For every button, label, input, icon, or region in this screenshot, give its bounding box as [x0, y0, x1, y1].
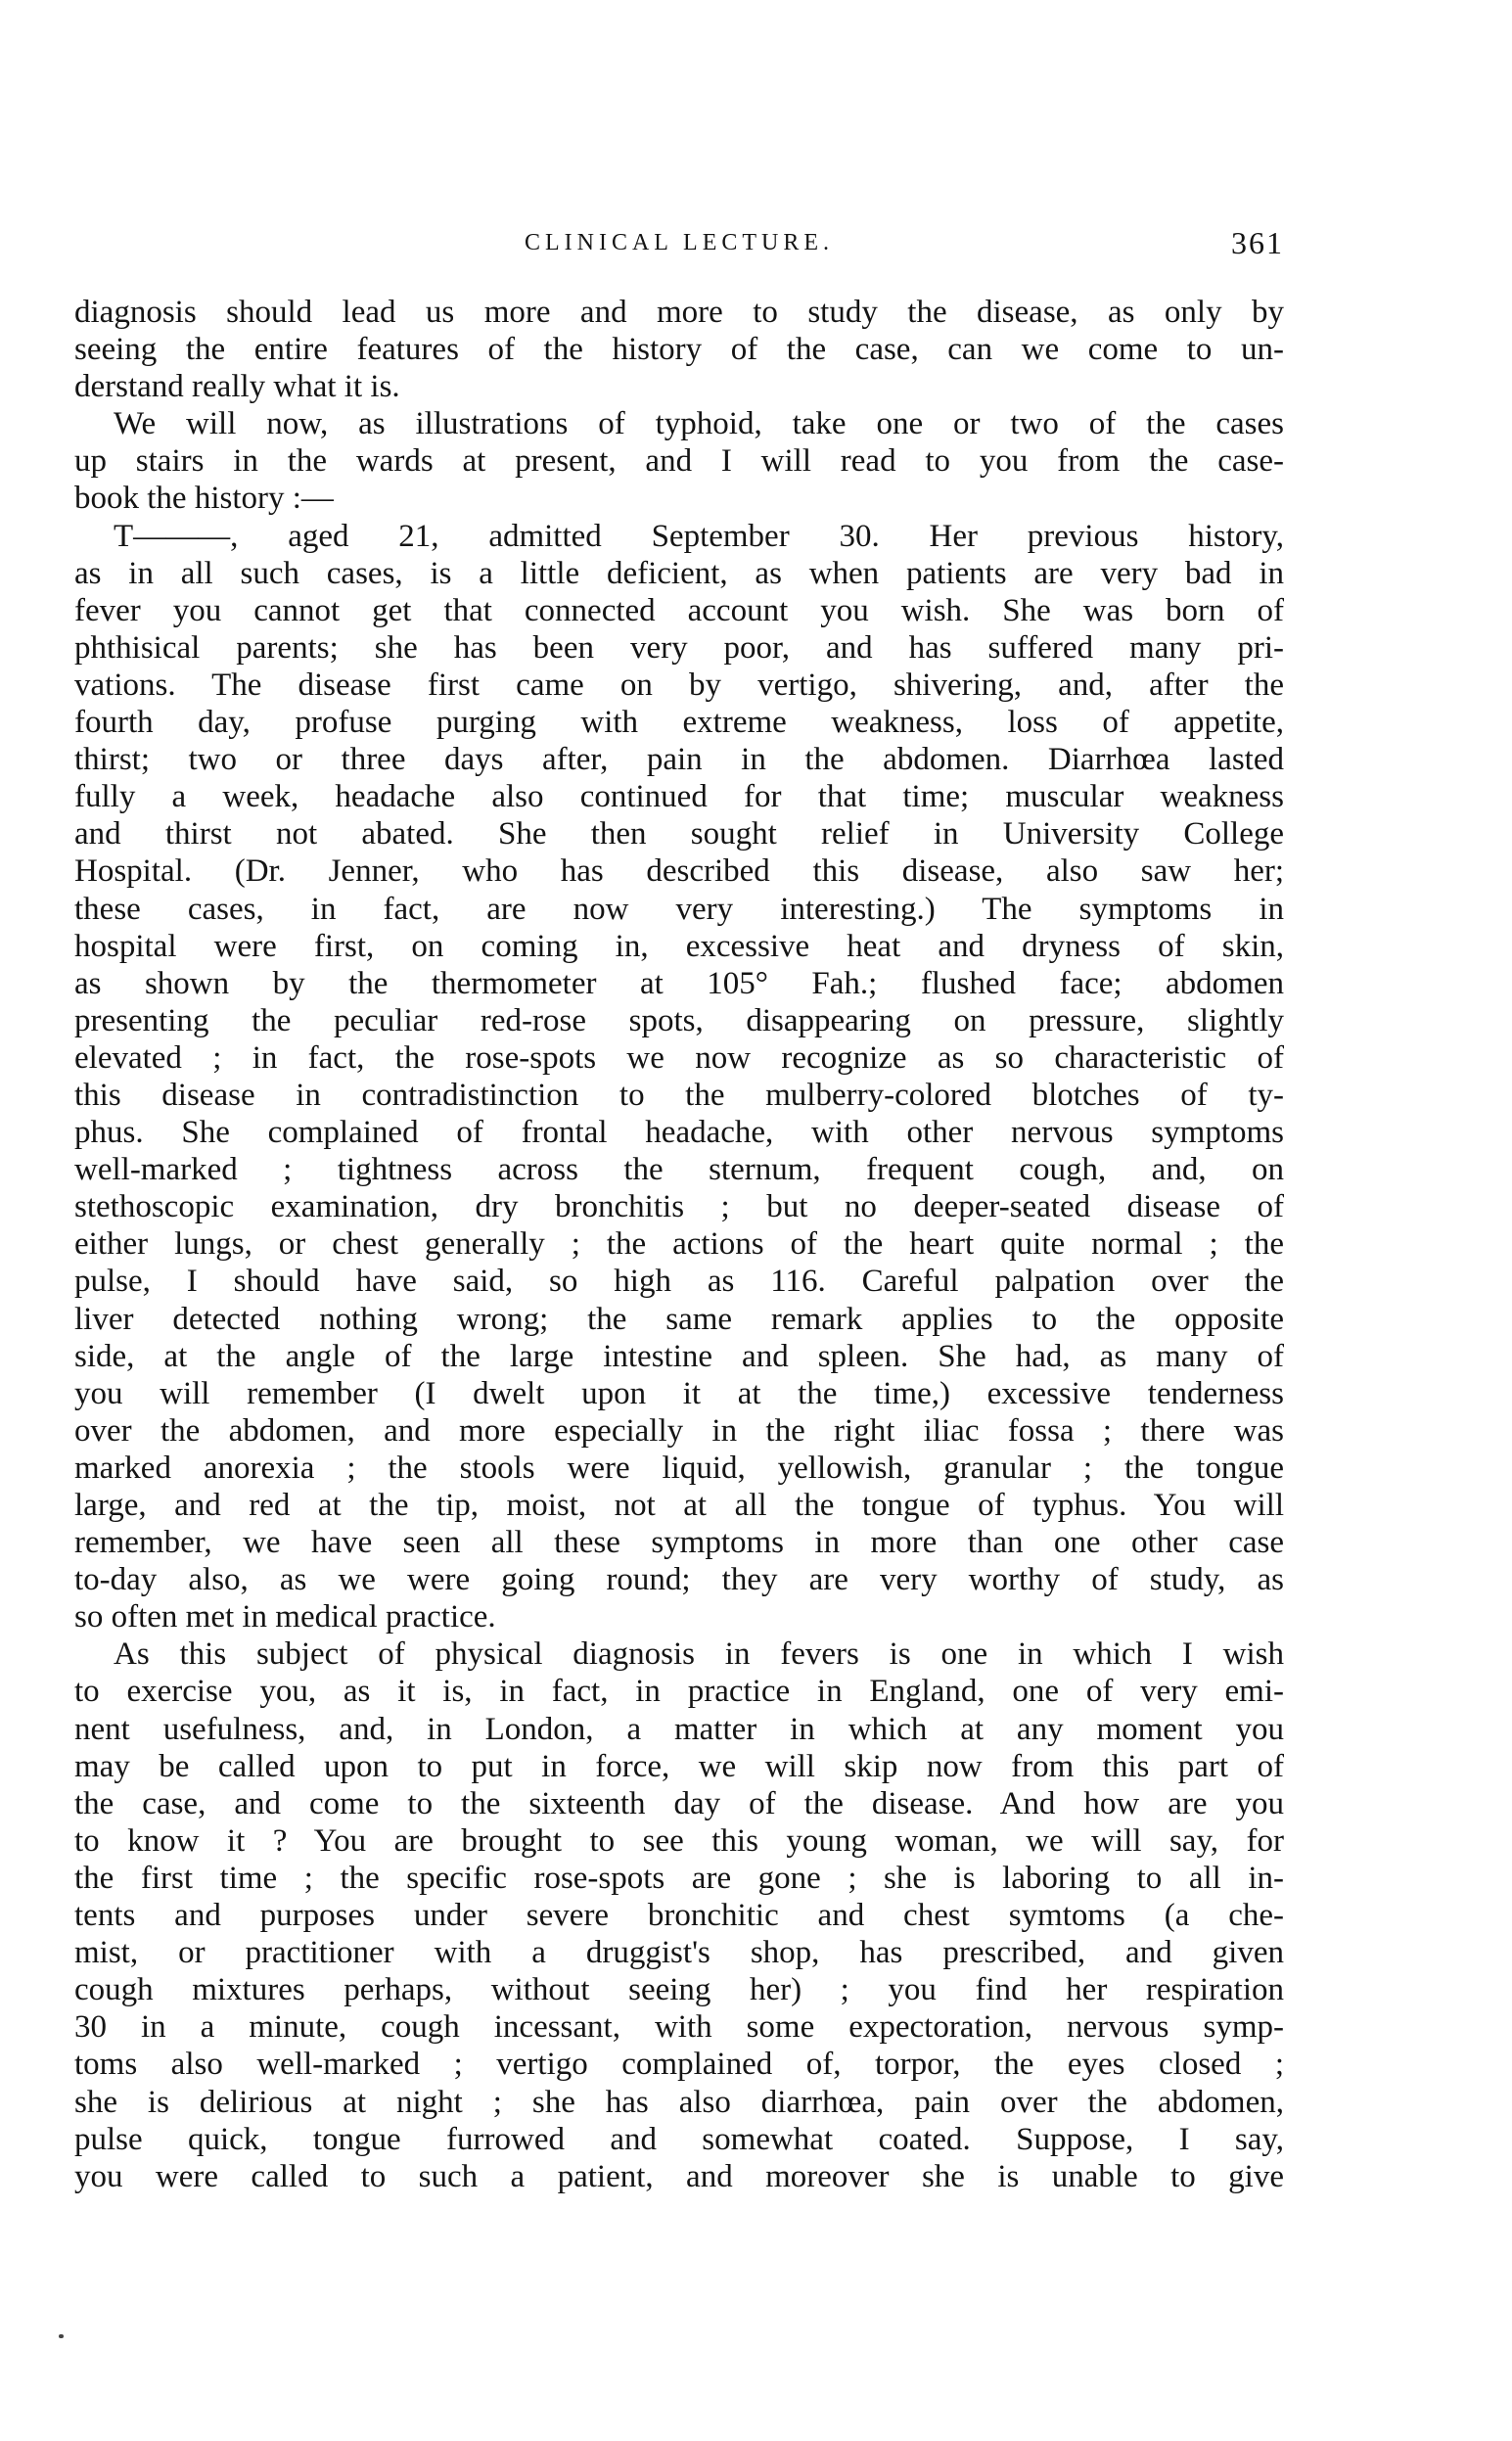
text-line: cough mixtures perhaps, without seeing her) ; you find her respiration [74, 1972, 1284, 2008]
text-line: remember, we have seen all these symptoms in more than one other case [74, 1525, 1284, 1561]
text-line: pulse quick, tongue furrowed and somewhat coated. Suppose, I say, [74, 2121, 1284, 2157]
page-number: 361 [1231, 225, 1284, 260]
text-line: tents and purposes under severe bronchitic and chest symtoms (a che- [74, 1898, 1284, 1934]
text-line: fully a week, headache also continued for that time; muscular weakness [74, 779, 1284, 815]
text-line: to-day also, as we were going round; they are very worthy of study, as [74, 1562, 1284, 1598]
text-line: fever you cannot get that connected account you wish. She was born of [74, 592, 1284, 628]
text-line: toms also well-marked ; vertigo complained of, torpor, the eyes closed ; [74, 2047, 1284, 2083]
text-line: marked anorexia ; the stools were liquid, yellowish, granular ; the tongue [74, 1450, 1284, 1486]
text-line: to know it ? You are brought to see this young woman, we will say, for [74, 1822, 1284, 1859]
text-line: elevated ; in fact, the rose-spots we now recognize as so characteristic of [74, 1039, 1284, 1076]
body-text [74, 294, 1284, 2195]
text-line: vations. The disease first came on by vertigo, shivering, and, after the [74, 667, 1284, 703]
text-line: as shown by the thermometer at 105° Fah.; flushed face; abdomen [74, 965, 1284, 1001]
text-line: this disease in contradistinction to the mulberry-colored blotches of ty- [74, 1077, 1284, 1113]
text-line: large, and red at the tip, moist, not at all the tongue of typhus. You will [74, 1488, 1284, 1523]
text-line: phthisical parents; she has been very poor, and has suffered many pri- [74, 629, 1284, 666]
text-line: side, at the angle of the large intestine and spleen. She had, as many of [74, 1338, 1284, 1374]
running-head [74, 223, 1284, 262]
text-line: derstand really what it is. [74, 369, 400, 405]
text-line: may be called upon to put in force, we will skip now from this part of [74, 1748, 1284, 1784]
text-line: nent usefulness, and, in London, a matter in which at any moment you [74, 1711, 1284, 1747]
text-line: so often met in medical practice. [74, 1599, 496, 1635]
text-line: over the abdomen, and more especially in the right iliac fossa ; there was [74, 1412, 1284, 1449]
text-line: liver detected nothing wrong; the same remark applies to the opposite [74, 1301, 1284, 1337]
text-line: either lungs, or chest generally ; the actions of the heart quite normal ; the [74, 1226, 1284, 1263]
text-line: as in all such cases, is a little deficient, as when patients are very bad in [74, 555, 1284, 591]
text-line: you were called to such a patient, and moreover she is unable to give [74, 2158, 1284, 2194]
ink-speck [59, 2334, 64, 2338]
text-line: 30 in a minute, cough incessant, with some expectoration, nervous symp- [74, 2009, 1284, 2046]
text-line: book the history :— [74, 481, 334, 517]
text-line: As this subject of physical diagnosis in fevers is one in which I wish [114, 1636, 1284, 1673]
text-line: and thirst not abated. She then sought relief in University College [74, 816, 1284, 852]
text-line: presenting the peculiar red-rose spots, disappearing on pressure, slightly [74, 1002, 1284, 1038]
text-line: phus. She complained of frontal headache, with other nervous symptoms [74, 1115, 1284, 1151]
text-line: you will remember (I dwelt upon it at the time,) excessive tenderness [74, 1375, 1284, 1411]
text-line: We will now, as illustrations of typhoid, take one or two of the cases [114, 406, 1284, 442]
running-title: CLINICAL LECTURE. [524, 230, 835, 255]
text-line: well-marked ; tightness across the sternum, frequent cough, and, on [74, 1152, 1284, 1188]
text-line: up stairs in the wards at present, and I will read to you from the case- [74, 443, 1284, 480]
text-line: pulse, I should have said, so high as 116. Careful palpation over the [74, 1264, 1284, 1300]
text-line: stethoscopic examination, dry bronchitis ; but no deeper-seated disease of [74, 1189, 1284, 1225]
text-line: thirst; two or three days after, pain in the abdomen. Diarrhœa lasted [74, 742, 1284, 778]
text-line: fourth day, profuse purging with extreme weakness, loss of appetite, [74, 705, 1284, 741]
text-line: seeing the entire features of the history of the case, can we come to un- [74, 332, 1284, 368]
text-line: to exercise you, as it is, in fact, in practice in England, one of very emi- [74, 1674, 1284, 1710]
text-line: diagnosis should lead us more and more to study the disease, as only by [74, 295, 1284, 330]
text-line: these cases, in fact, are now very interesting.) The symptoms in [74, 891, 1284, 927]
text-line: the case, and come to the sixteenth day of the disease. And how are you [74, 1785, 1284, 1821]
text-line: T———, aged 21, admitted September 30. Her previous history, [114, 518, 1284, 554]
text-line: hospital were first, on coming in, excessive heat and dryness of skin, [74, 928, 1284, 964]
text-line: Hospital. (Dr. Jenner, who has described this disease, also saw her; [74, 853, 1284, 890]
text-line: the first time ; the specific rose-spots are gone ; she is laboring to all in- [74, 1860, 1284, 1896]
text-line: mist, or practitioner with a druggist's shop, has prescribed, and given [74, 1935, 1284, 1971]
text-line: she is delirious at night ; she has also diarrhœa, pain over the abdomen, [74, 2084, 1284, 2120]
